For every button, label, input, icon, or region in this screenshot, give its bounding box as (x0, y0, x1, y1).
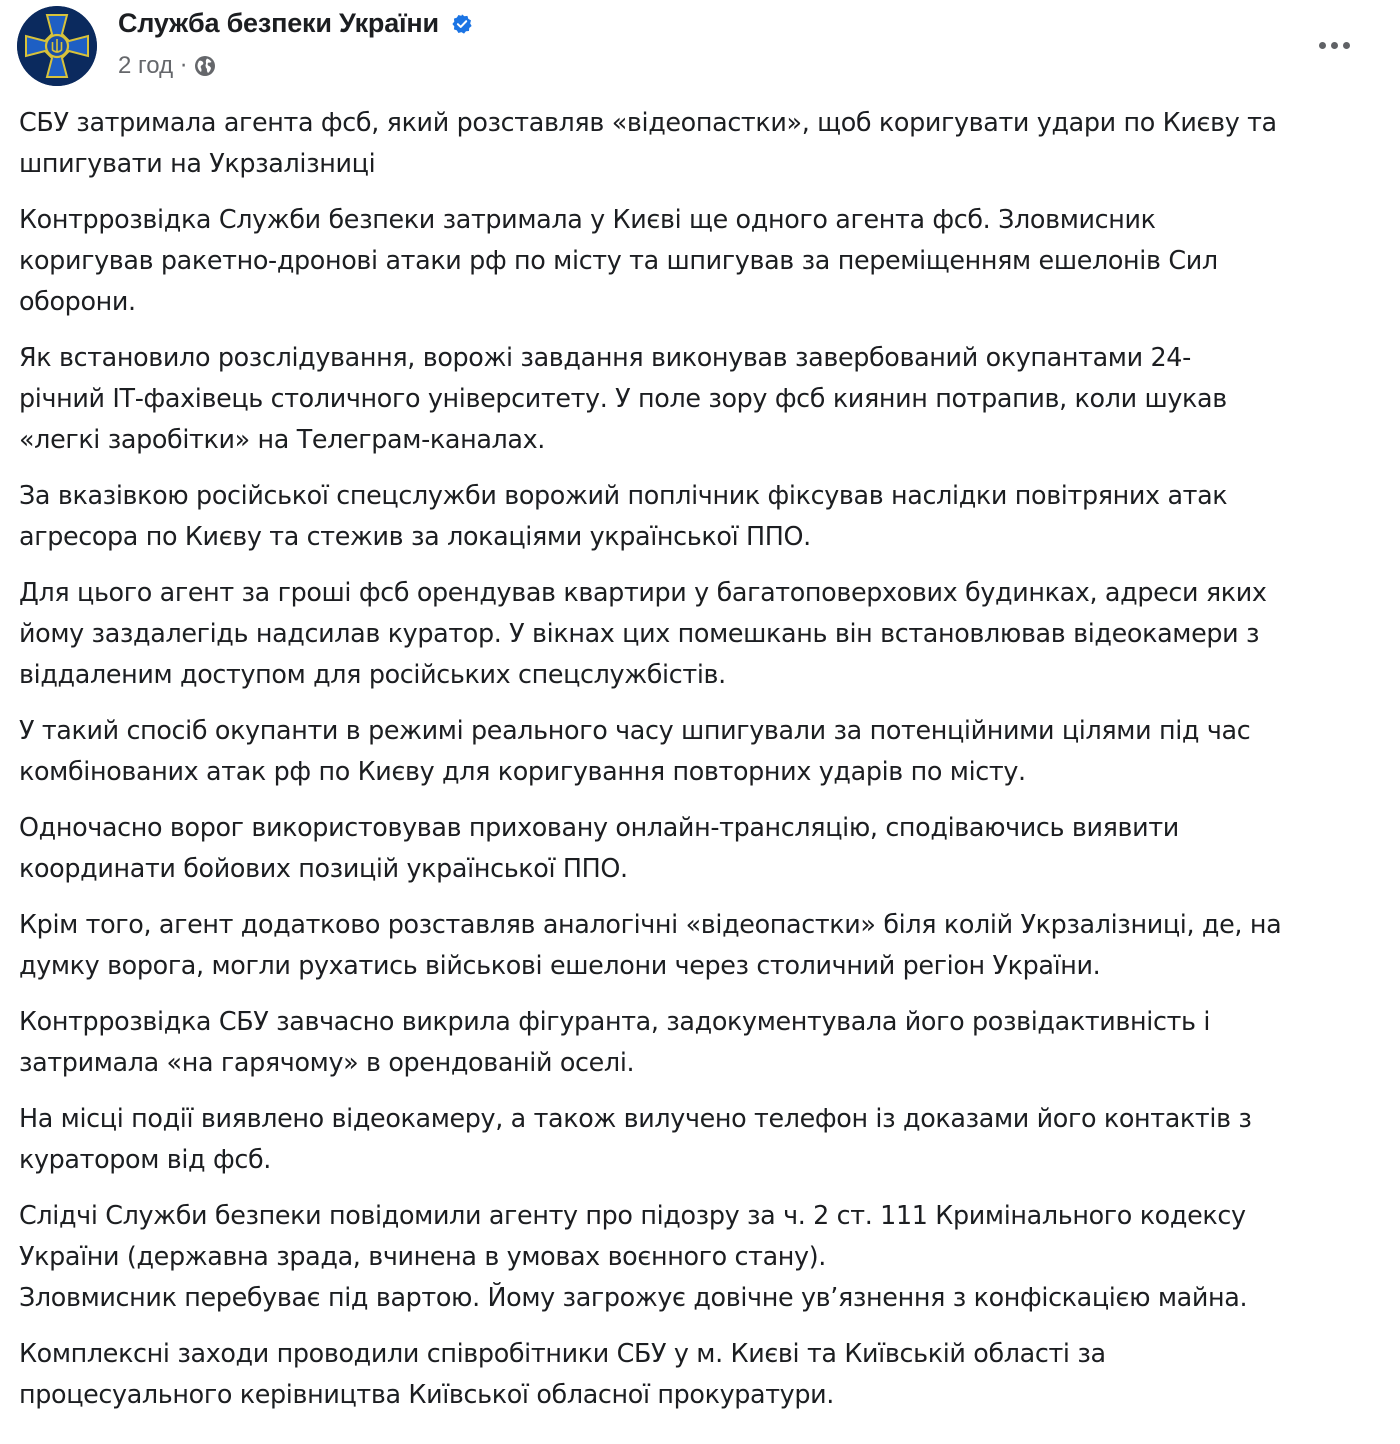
post-header (0, 0, 1400, 100)
text-line: України (державна зрада, вчинена в умовах воєнного стану). (19, 1241, 826, 1271)
more-options-icon (1331, 42, 1338, 49)
text-line: У такий спосіб окупанти в режимі реального часу шпигували за потенційними цілями під час (19, 715, 1251, 745)
text-line: На місці події виявлено відеокамеру, а також вилучено телефон із доказами його контактів з (19, 1103, 1252, 1133)
text-line: думку ворога, могли рухатись військові ешелони через столичний регіон України. (19, 950, 1101, 980)
text-line: Одночасно ворог використовував приховану онлайн-трансляцію, сподіваючись виявити (19, 812, 1179, 842)
text-line: затримала «на гарячому» в орендованій оселі. (19, 1047, 635, 1077)
text-line: Для цього агент за гроші фсб орендував квартири у багатоповерхових будинках, адреси яких (19, 577, 1267, 607)
text-line: СБУ затримала агента фсб, який розставляв «відеопастки», щоб коригувати удари по Києву та (19, 107, 1277, 137)
avatar[interactable] (17, 6, 97, 86)
text-line: «легкі заробітки» на Телеграм-каналах. (19, 424, 546, 454)
post-paragraph (19, 710, 1389, 792)
author-row (118, 8, 473, 39)
post-paragraph (19, 475, 1389, 557)
more-options-icon (1319, 42, 1326, 49)
text-line: Зловмисник перебуває під вартою. Йому загрожує довічне ув’язнення з конфіскацією майна. (19, 1282, 1248, 1312)
meta-separator: · (180, 53, 188, 79)
text-line: шпигувати на Укрзалізниці (19, 148, 376, 178)
text-line: За вказівкою російської спецслужби ворожий поплічник фіксував наслідки повітряних атак (19, 480, 1228, 510)
post-paragraph (19, 337, 1389, 460)
more-options-button[interactable] (1312, 30, 1356, 60)
post-paragraph (19, 1098, 1389, 1180)
post-meta (118, 52, 217, 80)
post-paragraph (19, 807, 1389, 889)
post-paragraph (19, 572, 1389, 695)
post-timestamp-link[interactable]: 2 год (118, 52, 174, 79)
globe-icon[interactable] (193, 54, 217, 78)
more-options-icon (1343, 42, 1350, 49)
post-paragraph (19, 199, 1389, 322)
verified-badge-icon (451, 13, 473, 35)
text-line: Контррозвідка СБУ завчасно викрила фігуранта, задокументувала його розвідактивність і (19, 1006, 1211, 1036)
post-paragraph (19, 1001, 1389, 1083)
text-line: Слідчі Служби безпеки повідомили агенту про підозру за ч. 2 ст. 111 Кримінального кодексу (19, 1200, 1246, 1230)
text-line: комбінованих атак рф по Києву для коригування повторних ударів по місту. (19, 756, 1026, 786)
text-line: процесуального керівництва Київської обласної прокуратури. (19, 1379, 835, 1409)
text-line: річний ІТ-фахівець столичного університету. У поле зору фсб киянин потрапив, коли шукав (19, 383, 1227, 413)
text-line: Комплексні заходи проводили співробітники СБУ у м. Києві та Київській області за (19, 1338, 1106, 1368)
post-body (19, 102, 1389, 1430)
sbu-emblem-icon (17, 6, 97, 86)
post-paragraph (19, 904, 1389, 986)
page-name-link[interactable]: Служба безпеки України (118, 8, 439, 38)
text-line: віддаленим доступом для російських спецслужбістів. (19, 659, 726, 689)
text-line: Крім того, агент додатково розставляв аналогічні «відеопастки» біля колій Укрзалізниці, де, на (19, 909, 1282, 939)
text-line: йому заздалегідь надсилав куратор. У вікнах цих помешкань він встановлював відеокамери з (19, 618, 1260, 648)
post-paragraph (19, 1333, 1389, 1415)
text-line: Як встановило розслідування, ворожі завдання виконував завербований окупантами 24- (19, 342, 1191, 372)
post-paragraph (19, 1195, 1389, 1318)
text-line: координати бойових позицій української ППО. (19, 853, 628, 883)
text-line: коригував ракетно-дронові атаки рф по місту та шпигував за переміщенням ешелонів Сил (19, 245, 1218, 275)
text-line: Контррозвідка Служби безпеки затримала у Києві ще одного агента фсб. Зловмисник (19, 204, 1156, 234)
text-line: агресора по Києву та стежив за локаціями української ППО. (19, 521, 811, 551)
post-headline (19, 102, 1389, 184)
text-line: куратором від фсб. (19, 1144, 271, 1174)
text-line: оборони. (19, 286, 136, 316)
